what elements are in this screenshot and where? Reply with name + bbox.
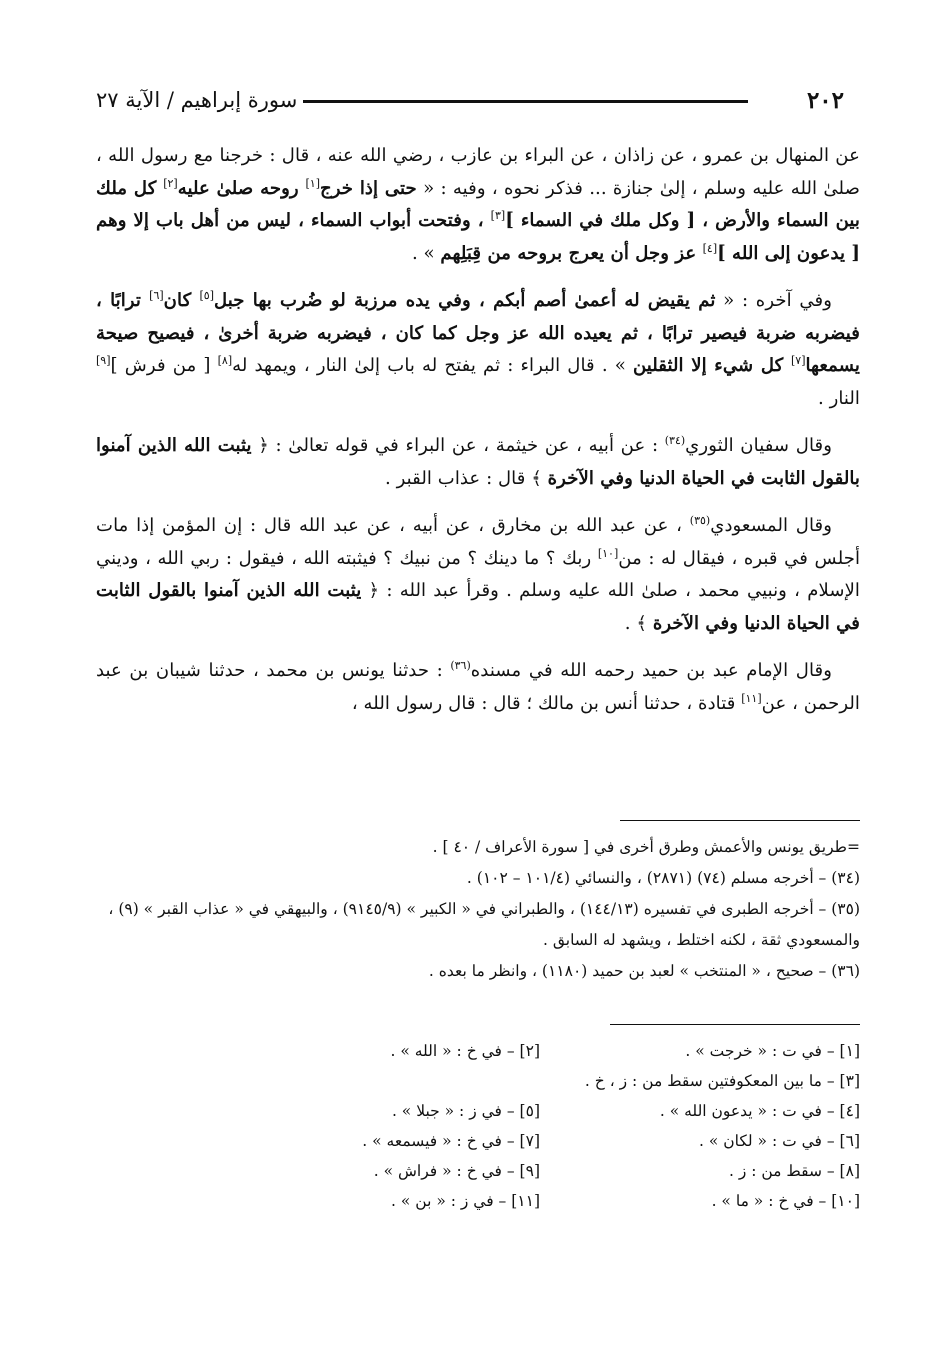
variant-note: [٨] – سقط من : ز . <box>728 1162 860 1180</box>
footnote-item: (٣٦) – صحيح ، « المنتخب » لعبد بن حميد (١١٨٠) ، وانظر ما بعده . <box>428 962 860 980</box>
footnote-ref: (٣٥) <box>689 513 711 527</box>
footnote-ref: (٣٦) <box>450 658 471 672</box>
variant-ref: [١] <box>305 176 321 190</box>
variant-note: [٢] – في خ : « الله » . <box>390 1042 540 1060</box>
variant-ref: [٣] <box>490 208 506 222</box>
variant-ref: [٢] <box>163 176 178 190</box>
variant-ref: [٨] <box>217 353 233 367</box>
variant-note: [١٠] – في خ : « ما » . <box>711 1192 860 1210</box>
variant-row <box>220 1036 860 1066</box>
variant-row <box>220 1096 860 1126</box>
footnote-item: (٣٤) – أخرجه مسلم (٧٤) (٢٨٧١) ، والنسائي (١٠١/٤ – ١٠٢) . <box>466 869 860 887</box>
footnote-item: (٣٥) – أخرجه الطبرى في تفسيره (١٤٤/١٣) ، والطبراني في « الكبير » (٩١٤٥/٩) ، والبيهقي في « عذاب القبر » (٩) ، والمسعودي ثقة ، لكنه اختلط ، ويشهد له السابق . <box>108 900 860 949</box>
variant-note: [٣] – ما بين المعكوفتين سقط من : ز ، خ . <box>584 1072 860 1090</box>
footnotes <box>100 832 860 987</box>
variant-row <box>220 1126 860 1156</box>
variant-ref: [٥] <box>199 288 215 302</box>
footnote-separator <box>620 820 860 821</box>
variants-separator <box>610 1024 860 1025</box>
surah-reference: سورة إبراهيم / الآية ٢٧ <box>96 88 303 112</box>
variant-note: [٥] – في ز : « جبلا » . <box>391 1102 540 1120</box>
variant-ref: [١١] <box>741 691 762 705</box>
variant-row <box>220 1066 860 1096</box>
manuscript-variants <box>220 1036 860 1216</box>
variant-note: [٩] – في خ : « فراش » . <box>373 1162 540 1180</box>
page-number: ٢٠٢ <box>801 87 844 114</box>
paragraph-3: وقال سفيان الثوري$^{(٣٤)}$ : عن أبيه ، عن خيثمة ، عن البراء في قوله تعالىٰ : ﴿ يثبت الله الذين آمنوا بالقول الثابت في الحياة الدنيا وفي الآخرة ﴾ قال : عذاب القبر . <box>96 433 860 489</box>
paragraph-4: وقال المسعودي$^{(٣٥)}$ ، عن عبد الله بن مخارق ، عن أبيه ، عن عبد الله قال : إن المؤمن إذا مات أجلس في قبره ، فيقال له : من[١٠] ربك ؟ ما دينك ؟ من نبيك ؟ فيثبته الله ، فيقول : ربي الله ، وديني الإسلام ، ونبيي محمد ، صلىٰ الله عليه وسلم . وقرأ عبد الله : ﴿ يثبت الله الذين آمنوا بالقول الثابت في الحياة الدنيا وفي الآخرة ﴾ . <box>96 513 861 634</box>
paragraph-5: وقال الإمام عبد بن حميد رحمه الله في مسنده$^{(٣٦)}$ : حدثنا يونس بن محمد ، حدثنا شيبان بن عبد الرحمن ، عن[١١] قتادة ، حدثنا أنس بن مالك ؛ قال : قال رسول الله ، <box>96 658 860 714</box>
variant-ref: [٤] <box>702 241 718 255</box>
variant-ref: [١٠] <box>597 546 619 560</box>
variant-ref: [٦] <box>149 288 164 302</box>
variant-row <box>220 1156 860 1186</box>
footnote-item: =طريق يونس والأعمش وطرق أخرى في [ سورة الأعراف / ٤٠ ] . <box>432 838 860 856</box>
header-rule <box>296 100 748 103</box>
variant-note <box>220 1066 540 1096</box>
variant-ref: [٧] <box>790 353 806 367</box>
variant-row <box>220 1186 860 1216</box>
variant-note: [٦] – في ت : « لكان » . <box>698 1132 860 1150</box>
variant-ref: [٩] <box>96 353 111 367</box>
variant-note: [١] – في ت : « خرجت » . <box>685 1042 860 1060</box>
variant-note: [١١] – في ز : « بن » . <box>391 1192 540 1210</box>
paragraph-2: وفي آخره : « ثم يقيض له أعمىٰ أصم أبكم ، وفي يده مرزبة لو ضُرب بها جبل[٥] كان[٦] ترابًا ، فيضربه ضربة فيصير ترابًا ، ثم يعيده الله عز وجل كما كان ، فيضربه ضربة أخرىٰ ، فيصيح صيحة يسمعها[٧] كل شيء إلا الثقلين » . قال البراء : ثم يفتح له باب إلىٰ النار ، ويمهد له[٨] [ من فرش ][٩] النار . <box>96 288 860 409</box>
variant-note: [٧] – في خ : « فيسمعه » . <box>362 1132 540 1150</box>
running-header <box>96 82 844 118</box>
footnote-ref: (٣٤) <box>664 433 686 447</box>
variant-note: [٤] – في ت : « يدعون الله » . <box>659 1102 860 1120</box>
main-text <box>96 140 860 735</box>
paragraph-1: عن المنهال بن عمرو ، عن زاذان ، عن البراء بن عازب ، رضي الله عنه ، قال : خرجنا مع رسول الله ، صلىٰ الله عليه وسلم ، إلىٰ جنازة ... فذكر نحوه ، وفيه : « حتى إذا خرج[١] روحه صلىٰ عليه[٢] كل ملك بين السماء والأرض ، [ وكل ملك في السماء ][٣] ، وفتحت أبواب السماء ، ليس من أهل باب إلا وهم [ يدعون إلى الله ][٤] عز وجل أن يعرج بروحه من قِبَلِهم » . <box>96 145 861 264</box>
